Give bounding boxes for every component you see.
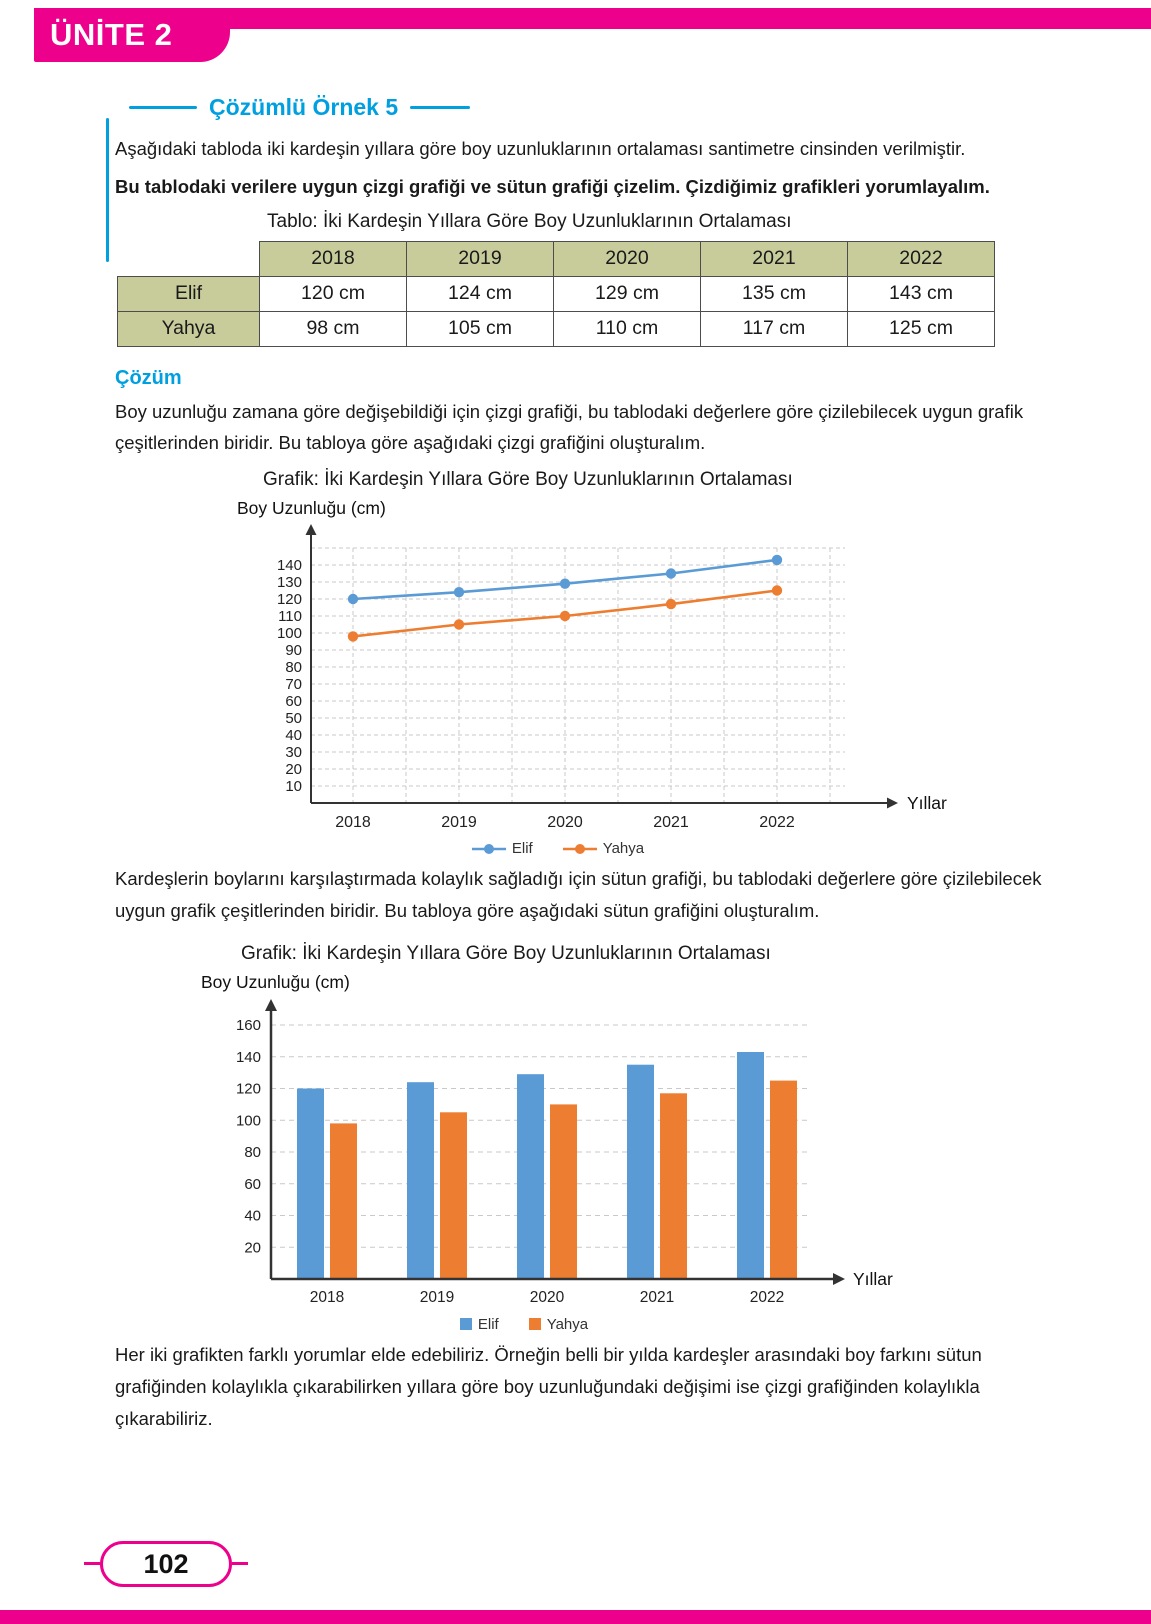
solution-heading: Çözüm <box>115 366 182 389</box>
example-bracket-line <box>106 118 109 262</box>
x-tick-labels <box>335 814 795 831</box>
svg-text:90: 90 <box>285 642 302 660</box>
legend-label: Elif <box>511 840 533 858</box>
svg-text:50: 50 <box>285 710 302 728</box>
conclusion-text: Her iki grafikten farklı yorumlar elde edebiliriz. Örneğin belli bir yılda kardeşler arasındaki boy farkını sütun grafiğinden kolaylıkla çıkarabilirken yıllara göre boy uzunluğundaki değişimi ise çizgi grafiğinden kolaylıkla çıkarabiliriz. <box>115 1343 982 1429</box>
svg-text:140: 140 <box>276 557 302 575</box>
row-label: Elif <box>118 276 260 311</box>
year-header: 2018 <box>260 241 407 276</box>
unit-tab <box>34 8 230 62</box>
content-area <box>115 94 1055 1434</box>
page-number-tick-left <box>84 1562 100 1565</box>
table-cell: 98 cm <box>260 311 407 346</box>
svg-text:20: 20 <box>244 1239 261 1257</box>
svg-text:10: 10 <box>285 778 302 796</box>
series-Yahya <box>330 1080 797 1278</box>
legend-square-marker <box>460 1318 472 1330</box>
page-number-tick-right <box>232 1562 248 1565</box>
gridlines <box>311 548 845 803</box>
legend-label: Yahya <box>546 1315 589 1333</box>
example-title: Çözümlü Örnek 5 <box>209 94 399 120</box>
decorative-line-left <box>129 106 197 109</box>
chart-legend <box>199 1316 849 1333</box>
legend-item-Elif <box>472 840 533 857</box>
year-header: 2019 <box>407 241 554 276</box>
table-corner-cell <box>118 241 260 276</box>
legend-square-marker <box>529 1318 541 1330</box>
svg-text:2021: 2021 <box>653 814 689 832</box>
svg-text:100: 100 <box>276 625 302 643</box>
svg-text:130: 130 <box>276 574 302 592</box>
svg-text:160: 160 <box>235 1016 261 1034</box>
axes <box>265 999 893 1289</box>
legend-line-marker <box>563 843 597 855</box>
svg-text:100: 100 <box>235 1112 261 1130</box>
example-header <box>115 94 1055 121</box>
svg-text:120: 120 <box>276 591 302 609</box>
line-chart-title: Grafik: İki Kardeşin Yıllara Göre Boy Uzunluklarının Ortalaması <box>263 469 793 491</box>
table-cell: 120 cm <box>260 276 407 311</box>
svg-text:2019: 2019 <box>441 814 477 832</box>
svg-text:20: 20 <box>285 761 302 779</box>
table-cell: 124 cm <box>407 276 554 311</box>
svg-text:2018: 2018 <box>335 814 371 832</box>
svg-text:120: 120 <box>235 1080 261 1098</box>
svg-text:2019: 2019 <box>419 1288 455 1306</box>
svg-text:60: 60 <box>285 693 302 711</box>
row-label: Yahya <box>118 311 260 346</box>
line-chart-intro: Boy uzunluğu zamana göre değişebildiği için çizgi grafiği, bu tablodaki değerlere göre çizilebilecek uygun grafik çeşitlerinden biridir. Bu tabloya göre aşağıdaki çizgi grafiğini oluşturalım. <box>115 400 1024 454</box>
heights-table <box>117 241 995 347</box>
table-row <box>118 311 995 346</box>
page-number <box>100 1541 232 1587</box>
table-header-row <box>118 241 995 276</box>
legend-label: Elif <box>477 1315 499 1333</box>
line-chart-y-axis-label: Boy Uzunluğu (cm) <box>237 498 386 519</box>
footer-strip <box>0 1610 1151 1624</box>
bar-chart-intro: Kardeşlerin boylarını karşılaştırmada kolaylık sağladığı için sütun grafiği, bu tablodaki değerlere göre çizilebilecek uygun grafik çeşitlerinden biridir. Bu tabloya göre aşağıdaki sütun grafiğini oluşturalım. <box>115 868 1042 922</box>
bar-chart-svg <box>199 995 949 1309</box>
year-header: 2021 <box>701 241 848 276</box>
table-cell: 125 cm <box>848 311 995 346</box>
svg-text:40: 40 <box>244 1207 261 1225</box>
svg-text:30: 30 <box>285 744 302 762</box>
table-cell: 129 cm <box>554 276 701 311</box>
svg-text:2020: 2020 <box>529 1288 565 1306</box>
x-axis-title: Yıllar <box>853 1268 893 1289</box>
svg-text:110: 110 <box>278 608 302 626</box>
table-cell: 105 cm <box>407 311 554 346</box>
svg-text:80: 80 <box>244 1143 261 1161</box>
bar-chart <box>199 995 1055 1333</box>
y-tick-labels <box>277 557 302 795</box>
svg-text:2021: 2021 <box>639 1288 675 1306</box>
year-header: 2022 <box>848 241 995 276</box>
chart-legend <box>233 840 883 857</box>
y-tick-labels <box>236 1017 261 1256</box>
axes <box>306 524 948 813</box>
svg-text:70: 70 <box>285 676 302 694</box>
page-number-text: 102 <box>143 1548 189 1579</box>
bar-chart-y-axis-label: Boy Uzunluğu (cm) <box>201 971 350 992</box>
svg-text:140: 140 <box>235 1048 261 1066</box>
bar-chart-title: Grafik: İki Kardeşin Yıllara Göre Boy Uzunluklarının Ortalaması <box>241 942 771 964</box>
line-chart-svg <box>233 521 983 833</box>
x-axis-title: Yıllar <box>907 793 947 814</box>
legend-item-Elif <box>460 1316 499 1333</box>
legend-line-marker <box>472 843 506 855</box>
svg-text:2022: 2022 <box>759 814 795 832</box>
legend-item-Yahya <box>529 1316 588 1333</box>
table-cell: 135 cm <box>701 276 848 311</box>
unit-label: ÜNİTE 2 <box>50 17 173 52</box>
intro-text: Aşağıdaki tabloda iki kardeşin yıllara göre boy uzunluklarının ortalaması santimetre cinsinden verilmiştir. <box>115 138 966 159</box>
table-cell: 110 cm <box>554 311 701 346</box>
series-Elif <box>297 1052 764 1279</box>
svg-text:2020: 2020 <box>547 814 583 832</box>
decorative-line-right <box>410 106 470 109</box>
table-cell: 117 cm <box>701 311 848 346</box>
legend-item-Yahya <box>563 840 644 857</box>
svg-text:60: 60 <box>244 1175 261 1193</box>
line-chart <box>233 521 1055 857</box>
svg-text:2018: 2018 <box>309 1288 345 1306</box>
svg-text:2022: 2022 <box>749 1288 785 1306</box>
x-tick-labels <box>310 1289 784 1306</box>
intro-task-text: Bu tablodaki verilere uygun çizgi grafiği ve sütun grafiği çizelim. Çizdiğimiz grafikleri yorumlayalım. <box>115 175 990 197</box>
table-title: Tablo: İki Kardeşin Yıllara Göre Boy Uzunluklarının Ortalaması <box>267 210 792 232</box>
table-row <box>118 276 995 311</box>
svg-text:40: 40 <box>285 727 302 745</box>
legend-label: Yahya <box>602 840 645 858</box>
table-cell: 143 cm <box>848 276 995 311</box>
year-header: 2020 <box>554 241 701 276</box>
svg-text:80: 80 <box>285 659 302 677</box>
